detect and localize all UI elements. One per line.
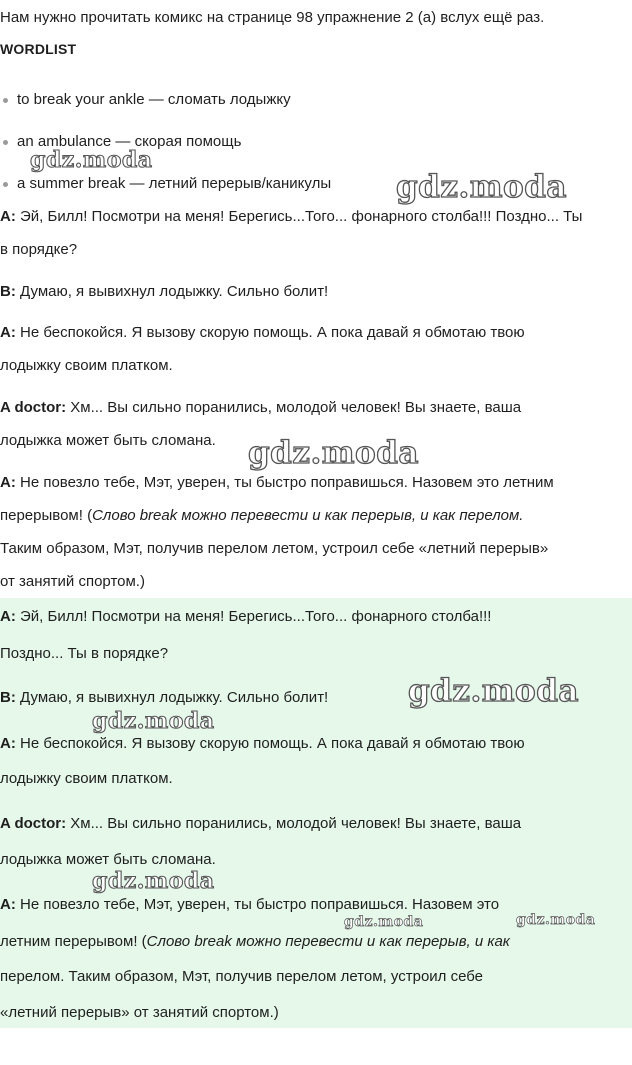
- intro-text: Нам нужно прочитать комикс на странице 98 упражнение 2 (а) вслух ещё раз.: [0, 9, 545, 26]
- speaker-label: A:: [0, 474, 16, 491]
- list-item: [17, 131, 241, 153]
- line-text: лодыжка может быть сломана.: [0, 851, 216, 868]
- dialogue-line-continued: [0, 233, 632, 266]
- line-text: лодыжку своим платком.: [0, 357, 173, 374]
- speaker-label: B:: [0, 283, 16, 300]
- line-text: Эй, Билл! Посмотри на меня! Берегись...Того... фонарного столба!!!: [15, 608, 492, 625]
- dialogue-line-continued: [0, 424, 632, 457]
- speaker-label: A:: [0, 324, 16, 341]
- dialogue-line-continued: [0, 349, 632, 382]
- line-text: лодыжку своим платком.: [0, 770, 173, 787]
- wordlist-title: WORDLIST: [0, 41, 77, 57]
- note-text: Слово break можно перевести и как перерыв, и как: [146, 933, 510, 950]
- watermark-logo: gdz.moda: [92, 708, 215, 734]
- list-item: [17, 89, 291, 111]
- dialogue-line: [0, 466, 632, 499]
- line-text: Думаю, я вывихнул лодыжку. Сильно болит!: [15, 283, 329, 300]
- speaker-label: A:: [0, 735, 16, 752]
- speaker-label: A doctor:: [0, 815, 67, 832]
- dialogue-line: [0, 316, 632, 349]
- dialogue-line: [0, 275, 632, 308]
- bullet-icon: [3, 98, 8, 103]
- dialogue-line-continued: [0, 960, 632, 993]
- dialogue-line: [0, 888, 632, 921]
- list-item-text: to break your ankle — сломать лодыжку: [17, 91, 291, 108]
- speaker-label: A:: [0, 208, 16, 225]
- line-text: Хм... Вы сильно поранились, молодой человек! Вы знаете, ваша: [66, 399, 522, 416]
- dialogue-line-continued: [0, 925, 632, 958]
- dialogue-line-continued: [0, 565, 632, 598]
- watermark-logo: gdz.moda: [344, 914, 424, 930]
- bullet-icon: [3, 182, 8, 187]
- line-text: лодыжка может быть сломана.: [0, 432, 216, 449]
- speaker-label: A doctor:: [0, 399, 67, 416]
- watermark-logo: gdz.moda: [30, 147, 153, 173]
- dialogue-line: [0, 391, 632, 424]
- dialogue-line-continued: [0, 499, 632, 532]
- watermark-logo: gdz.moda: [92, 868, 215, 894]
- dialogue-line: [0, 727, 632, 760]
- watermark-logo: gdz.moda: [408, 673, 579, 709]
- note-text: «летний перерыв» от занятий спортом.): [0, 1004, 279, 1021]
- line-text: перерывом! (: [0, 507, 93, 524]
- line-text: Думаю, я вывихнул лодыжку. Сильно болит!: [15, 689, 329, 706]
- list-item-text: a summer break — летний перерыв/каникулы: [17, 175, 332, 192]
- dialogue-line: [0, 200, 632, 233]
- speaker-label: A:: [0, 608, 16, 625]
- dialogue-section: [0, 200, 632, 598]
- note-text: Слово break можно перевести и как перерыв, и как перелом.: [92, 507, 524, 524]
- dialogue-line-continued: [0, 843, 632, 876]
- watermark-logo: gdz.moda: [248, 435, 419, 471]
- dialogue-line-continued: [0, 532, 632, 565]
- line-text: летним перерывом! (: [0, 933, 147, 950]
- speaker-label: B:: [0, 689, 16, 706]
- watermark-logo: gdz.moda: [396, 169, 567, 205]
- note-text: Таким образом, Мэт, получив перелом летом, устроил себе «летний перерыв»: [0, 540, 549, 557]
- list-item-text: an ambulance — скорая помощь: [17, 133, 242, 150]
- list-item: [17, 173, 331, 195]
- bullet-icon: [3, 140, 8, 145]
- dialogue-line: [0, 681, 632, 714]
- line-text: Не беспокойся. Я вызову скорую помощь. А пока давай я обмотаю твою: [15, 735, 525, 752]
- dialogue-line: [0, 600, 632, 633]
- line-text: в порядке?: [0, 241, 78, 258]
- speaker-label: A:: [0, 896, 16, 913]
- dialogue-section-highlighted: [0, 598, 632, 1028]
- line-text: Не повезло тебе, Мэт, уверен, ты быстро поправишься. Назовем это: [15, 896, 500, 913]
- line-text: Не повезло тебе, Мэт, уверен, ты быстро поправишься. Назовем это летним: [15, 474, 554, 491]
- dialogue-line-continued: [0, 762, 632, 795]
- dialogue-line-continued: [0, 996, 632, 1029]
- note-text: перелом. Таким образом, Мэт, получив перелом летом, устроил себе: [0, 968, 484, 985]
- note-text: от занятий спортом.): [0, 573, 145, 590]
- line-text: Эй, Билл! Посмотри на меня! Берегись...Того... фонарного столба!!! Поздно... Ты: [15, 208, 583, 225]
- line-text: Поздно... Ты в порядке?: [0, 645, 169, 662]
- dialogue-line: [0, 807, 632, 840]
- line-text: Не беспокойся. Я вызову скорую помощь. А пока давай я обмотаю твою: [15, 324, 525, 341]
- watermark-logo: gdz.moda: [516, 912, 596, 928]
- line-text: Хм... Вы сильно поранились, молодой человек! Вы знаете, ваша: [66, 815, 522, 832]
- dialogue-line-continued: [0, 637, 632, 670]
